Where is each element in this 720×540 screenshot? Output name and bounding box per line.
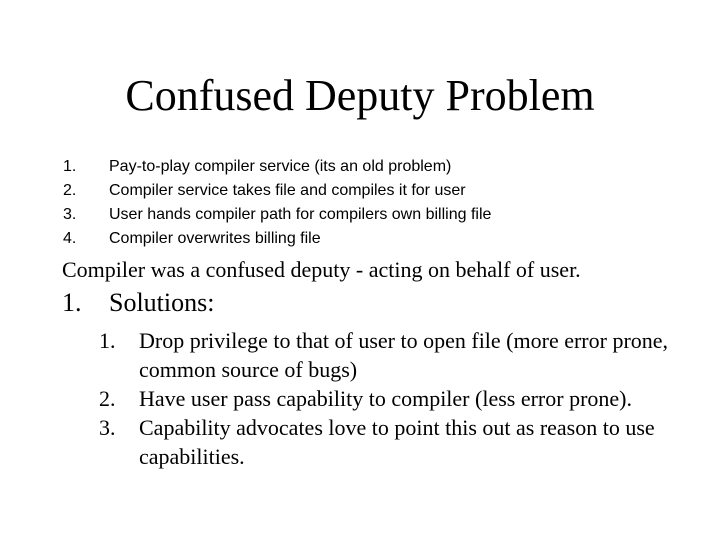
solution-number: 1. xyxy=(99,328,116,353)
slide-title: Confused Deputy Problem xyxy=(125,71,595,120)
solution-number: 2. xyxy=(99,386,116,411)
solutions-label: Solutions: xyxy=(109,288,215,317)
problem-steps-list xyxy=(63,155,683,251)
solution-text: Have user pass capability to compiler (less error prone). xyxy=(139,386,632,411)
solutions-number: 1. xyxy=(62,288,82,317)
problem-step-item xyxy=(63,179,683,203)
problem-step-text: User hands compiler path for compilers own billing file xyxy=(109,206,492,223)
confused-deputy-statement: Compiler was a confused deputy - acting on behalf of user. xyxy=(62,257,581,282)
problem-step-number: 4. xyxy=(63,230,77,247)
solutions-list xyxy=(99,326,669,471)
solution-text: Drop privilege to that of user to open file (more error prone, common source of bugs) xyxy=(139,328,669,382)
solution-item xyxy=(99,326,669,384)
problem-step-number: 3. xyxy=(63,206,77,223)
problem-step-number: 2. xyxy=(63,182,77,199)
problem-step-item xyxy=(63,155,683,179)
problem-step-text: Compiler service takes file and compiles it for user xyxy=(109,182,466,199)
solution-number: 3. xyxy=(99,415,116,440)
problem-step-text: Compiler overwrites billing file xyxy=(109,230,321,247)
problem-step-text: Pay-to-play compiler service (its an old problem) xyxy=(109,158,452,175)
solution-item xyxy=(99,384,669,413)
solution-item xyxy=(99,413,669,471)
solutions-heading xyxy=(62,286,682,320)
problem-step-item xyxy=(63,227,683,251)
problem-step-item xyxy=(63,203,683,227)
problem-step-number: 1. xyxy=(63,158,77,175)
solution-text: Capability advocates love to point this out as reason to use capabilities. xyxy=(139,415,655,469)
